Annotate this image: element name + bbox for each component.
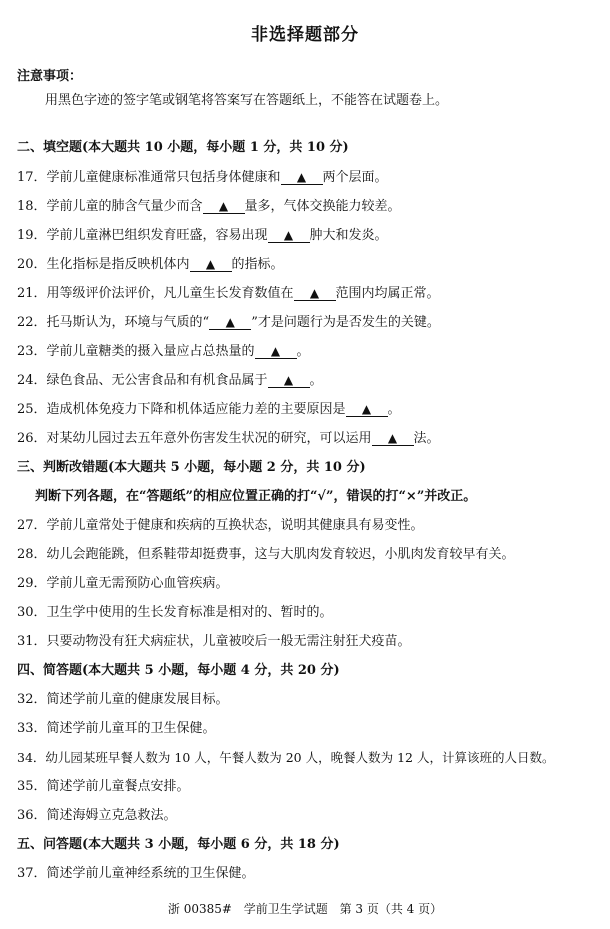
answer-blank: ▲	[268, 373, 310, 388]
question-21: 21．用等级评价法评价，凡儿童生长发育数值在 ▲ 范围内均属正常。	[17, 286, 440, 301]
question-33: 33．简述学前儿童耳的卫生保健。	[17, 721, 216, 736]
answer-blank: ▲	[281, 170, 323, 185]
question-23: 23．学前儿童糖类的摄入量应占总热量的 ▲ 。	[17, 344, 310, 359]
answer-blank: ▲	[372, 431, 414, 446]
answer-blank: ▲	[255, 344, 297, 359]
section-judge-instruction: 判断下列各题，在“答题纸”的相应位置正确的打“√”，错误的打“×”并改正。	[35, 489, 477, 504]
page-number: 第 3 页（共 4 页）	[339, 902, 443, 916]
notice-text: 用黑色字迹的签字笔或钢笔将答案写在答题纸上，不能答在试题卷上。	[45, 93, 449, 108]
section-judge-heading: 三、判断改错题(本大题共 5 小题，每小题 2 分，共 10 分)	[17, 460, 366, 475]
section-short-answer-heading: 四、简答题(本大题共 5 小题，每小题 4 分，共 20 分)	[17, 663, 340, 678]
exam-subject: 学前卫生学试题	[243, 902, 328, 916]
answer-blank: ▲	[203, 199, 245, 214]
answer-blank: ▲	[268, 228, 310, 243]
question-22: 22．托马斯认为，环境与气质的“ ▲ ”才是问题行为是否发生的关键。	[17, 315, 440, 330]
question-17: 17．学前儿童健康标准通常只包括身体健康和 ▲ 两个层面。	[17, 170, 388, 185]
answer-blank: ▲	[209, 315, 251, 330]
question-36: 36．简述海姆立克急救法。	[17, 808, 177, 823]
question-32: 32．简述学前儿童的健康发展目标。	[17, 692, 229, 707]
page-footer	[0, 900, 610, 917]
question-35: 35．简述学前儿童餐点安排。	[17, 779, 190, 794]
question-34: 34．幼儿园某班早餐人数为 10 人，午餐人数为 20 人，晚餐人数为 12 人，计算该班的人日数。	[17, 750, 555, 765]
question-18: 18．学前儿童的肺含气量少而含 ▲ 量多，气体交换能力较差。	[17, 199, 401, 214]
question-20: 20．生化指标是指反映机体内 ▲ 的指标。	[17, 257, 284, 272]
question-31: 31．只要动物没有狂犬病症状，儿童被咬后一般无需注射狂犬疫苗。	[17, 634, 411, 649]
question-27: 27．学前儿童常处于健康和疾病的互换状态，说明其健康具有易变性。	[17, 518, 424, 533]
question-19: 19．学前儿童淋巴组织发育旺盛，容易出现 ▲ 肿大和发炎。	[17, 228, 388, 243]
notice-heading: 注意事项：	[17, 69, 83, 84]
answer-blank: ▲	[346, 402, 388, 417]
question-24: 24．绿色食品、无公害食品和有机食品属于 ▲ 。	[17, 373, 323, 388]
section-fill-blank-heading: 二、填空题(本大题共 10 小题，每小题 1 分，共 10 分)	[17, 140, 349, 155]
section-essay-heading: 五、问答题(本大题共 3 小题，每小题 6 分，共 18 分)	[17, 837, 340, 852]
answer-blank: ▲	[294, 286, 336, 301]
exam-code: 浙 00385#	[167, 902, 232, 916]
question-29: 29．学前儿童无需预防心血管疾病。	[17, 576, 229, 591]
question-26: 26．对某幼儿园过去五年意外伤害发生状况的研究，可以运用 ▲ 法。	[17, 431, 440, 446]
question-28: 28．幼儿会跑能跳，但系鞋带却挺费事，这与大肌肉发育较迟，小肌肉发育较早有关。	[17, 547, 515, 562]
question-30: 30．卫生学中使用的生长发育标准是相对的、暂时的。	[17, 605, 333, 620]
question-37: 37．简述学前儿童神经系统的卫生保健。	[17, 866, 255, 881]
question-25: 25．造成机体免疫力下降和机体适应能力差的主要原因是 ▲ 。	[17, 402, 401, 417]
page-title: 非选择题部分	[251, 25, 359, 45]
answer-blank: ▲	[190, 257, 232, 272]
